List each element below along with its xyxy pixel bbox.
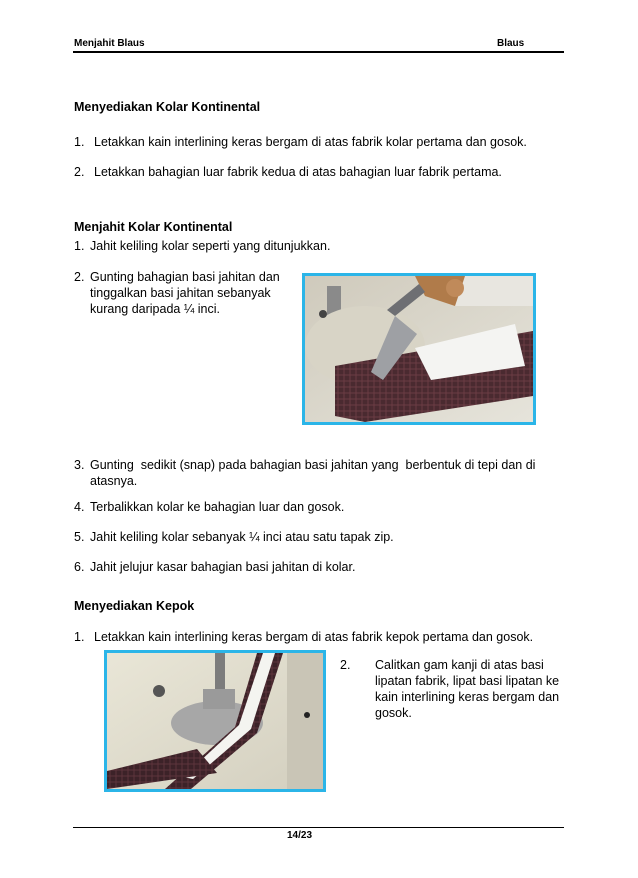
item-number: 1.: [74, 630, 85, 644]
item-number: 2.: [74, 165, 85, 179]
collar-sewing-illustration: [305, 276, 533, 422]
page-number: 14/23: [287, 830, 313, 841]
list-item: [74, 238, 574, 254]
item-number: 2.: [74, 270, 85, 284]
item-number: 3.: [74, 458, 85, 472]
item-text-line: tinggalkan basi jahitan sebanyak: [90, 286, 271, 300]
list-item: [74, 269, 294, 319]
item-number: 1.: [74, 239, 85, 253]
header-rule: [73, 51, 564, 53]
item-text-line: Gunting bahagian basi jahitan dan: [90, 270, 280, 284]
section-title-kolar-kontinental: Menyediakan Kolar Kontinental: [74, 100, 261, 114]
photo-kepok-sewing: [104, 650, 326, 792]
list-item: [74, 457, 574, 491]
item-text: Jahit keliling kolar sebanyak ¼ inci atau satu tapak zip.: [90, 530, 394, 544]
list-item: [74, 164, 574, 180]
list-item: [74, 629, 574, 645]
item-number: 1.: [74, 135, 85, 149]
item-text-line: kurang daripada ¼ inci.: [90, 302, 220, 316]
item-text: Jahit jelujur kasar bahagian basi jahitan di kolar.: [90, 560, 356, 574]
item-text-line: atasnya.: [90, 474, 138, 488]
header-right: Blaus: [497, 38, 525, 49]
kepok-sewing-illustration: [107, 653, 323, 789]
item-text: Terbalikkan kolar ke bahagian luar dan gosok.: [90, 500, 345, 514]
item-text-line: Calitkan gam kanji di atas basi: [375, 658, 544, 672]
item-text: Letakkan bahagian luar fabrik kedua di atas bahagian luar fabrik pertama.: [94, 165, 502, 179]
item-text: Jahit keliling kolar seperti yang ditunjukkan.: [90, 239, 331, 253]
list-item: [340, 657, 570, 723]
list-item: [74, 529, 574, 545]
footer-rule: [73, 827, 564, 828]
item-text: Letakkan kain interlining keras bergam di atas fabrik kolar pertama dan gosok.: [94, 135, 527, 149]
list-item: [74, 559, 574, 575]
item-number: 6.: [74, 560, 85, 574]
item-number: 2.: [340, 658, 351, 672]
photo-collar-sewing: [302, 273, 536, 425]
section-title-menjahit-kolar: Menjahit Kolar Kontinental: [74, 220, 233, 234]
header-left: Menjahit Blaus: [74, 38, 145, 49]
item-text-line: gosok.: [375, 706, 412, 720]
item-text-line: Gunting sedikit (snap) pada bahagian basi jahitan yang berbentuk di tepi dan di: [90, 458, 536, 472]
item-text-line: kain interlining keras bergam dan: [375, 690, 560, 704]
item-text: Letakkan kain interlining keras bergam di atas fabrik kepok pertama dan gosok.: [94, 630, 534, 644]
item-text-line: lipatan fabrik, lipat basi lipatan ke: [375, 674, 560, 688]
item-number: 5.: [74, 530, 85, 544]
list-item: [74, 499, 574, 515]
list-item: [74, 134, 574, 150]
item-number: 4.: [74, 500, 85, 514]
section-title-kepok: Menyediakan Kepok: [74, 599, 195, 613]
